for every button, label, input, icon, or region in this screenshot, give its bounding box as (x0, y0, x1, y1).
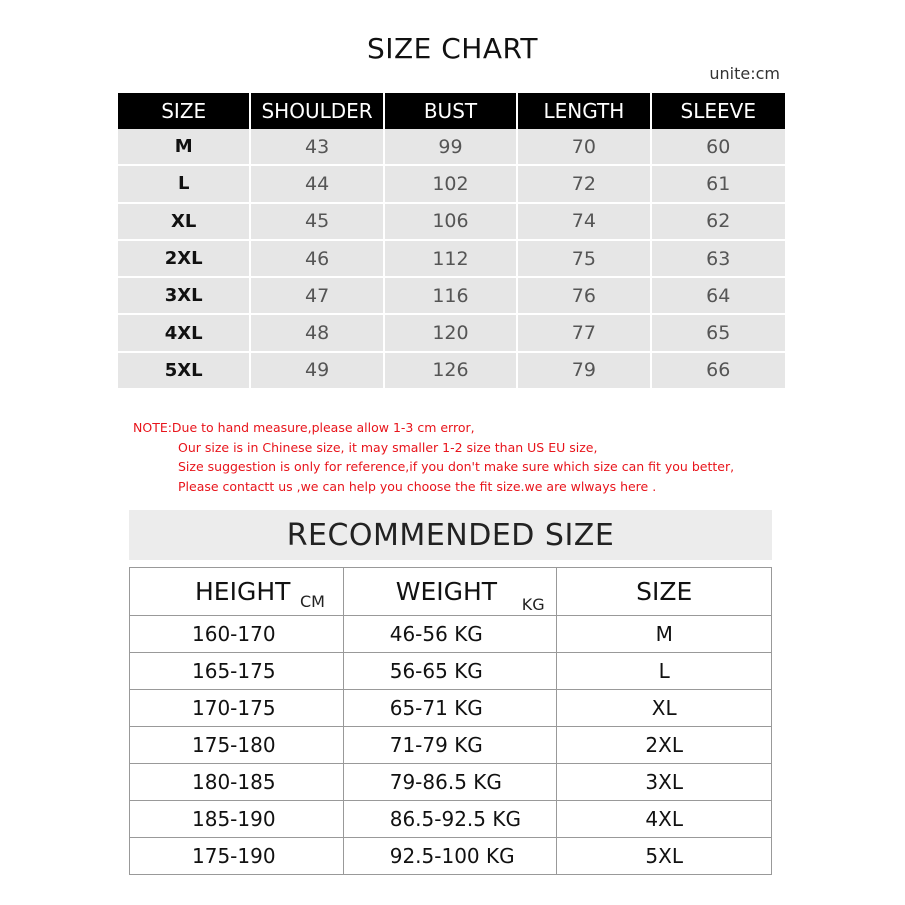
table-row (130, 801, 772, 838)
header-sleeve: SLEEVE (652, 93, 785, 129)
weight-cell: 46-56 KG (344, 616, 558, 653)
measure-cell: 116 (385, 278, 518, 315)
size-chart-table (118, 93, 785, 390)
unit-label: unite:cm (709, 64, 780, 83)
recommended-size-title: RECOMMENDED SIZE (129, 510, 772, 560)
measure-cell: 126 (385, 353, 518, 390)
table-row (118, 241, 785, 278)
measure-cell: 77 (518, 315, 651, 352)
header-weight-label: WEIGHT (395, 577, 498, 606)
header-shoulder: SHOULDER (251, 93, 384, 129)
measure-cell: 112 (385, 241, 518, 278)
note-line: Our size is in Chinese size, it may smaller 1-2 size than US EU size, (178, 439, 598, 455)
measure-cell: 46 (251, 241, 384, 278)
measure-cell: 70 (518, 129, 651, 166)
table-row (130, 764, 772, 801)
height-cell: 185-190 (130, 801, 344, 838)
size-cell: M (118, 129, 251, 166)
header-bust: BUST (385, 93, 518, 129)
measure-cell: 106 (385, 204, 518, 241)
measure-cell: 49 (251, 353, 384, 390)
table-row (118, 278, 785, 315)
measure-cell: 62 (652, 204, 785, 241)
size-cell: 2XL (118, 241, 251, 278)
height-cell: 175-190 (130, 838, 344, 875)
size-cell: L (118, 166, 251, 203)
measure-cell: 48 (251, 315, 384, 352)
header-size: SIZE (118, 93, 251, 129)
table-row (130, 616, 772, 653)
height-cell: 165-175 (130, 653, 344, 690)
size-chart-body (118, 129, 785, 390)
weight-cell: 56-65 KG (344, 653, 558, 690)
header-weight (344, 568, 558, 616)
measure-cell: 43 (251, 129, 384, 166)
measure-cell: 64 (652, 278, 785, 315)
measure-cell: 99 (385, 129, 518, 166)
note-line: Please contactt us ,we can help you choose the fit size.we are wlways here . (178, 478, 657, 494)
weight-cell: 65-71 KG (344, 690, 558, 727)
measure-cell: 72 (518, 166, 651, 203)
measure-cell: 47 (251, 278, 384, 315)
measure-cell: 45 (251, 204, 384, 241)
size-cell: 4XL (557, 801, 772, 838)
measure-cell: 61 (652, 166, 785, 203)
size-cell: 4XL (118, 315, 251, 352)
measure-cell: 65 (652, 315, 785, 352)
recommended-body (130, 616, 772, 875)
measure-cell: 76 (518, 278, 651, 315)
height-cell: 180-185 (130, 764, 344, 801)
size-chart-title: SIZE CHART (366, 32, 539, 65)
weight-cell: 79-86.5 KG (344, 764, 558, 801)
table-row (118, 315, 785, 352)
weight-cell: 71-79 KG (344, 727, 558, 764)
measure-cell: 44 (251, 166, 384, 203)
header-weight-unit: KG (521, 595, 545, 614)
size-cell: XL (557, 690, 772, 727)
header-height-unit: CM (300, 592, 325, 611)
table-row (118, 353, 785, 390)
weight-cell: 86.5-92.5 KG (344, 801, 558, 838)
note-text (133, 418, 793, 496)
note-line: NOTE:Due to hand measure,please allow 1-3 cm error, (133, 420, 475, 435)
measure-cell: 102 (385, 166, 518, 203)
size-cell: 5XL (118, 353, 251, 390)
header-length: LENGTH (518, 93, 651, 129)
size-cell: 3XL (118, 278, 251, 315)
measure-cell: 74 (518, 204, 651, 241)
note-line: Size suggestion is only for reference,if you don't make sure which size can fit you better, (178, 459, 735, 474)
size-cell: 3XL (557, 764, 772, 801)
measure-cell: 79 (518, 353, 651, 390)
height-cell: 170-175 (130, 690, 344, 727)
table-row (130, 653, 772, 690)
recommended-header-row (130, 568, 772, 616)
size-cell: XL (118, 204, 251, 241)
size-chart-header-row (118, 93, 785, 129)
measure-cell: 66 (652, 353, 785, 390)
recommended-size-table (129, 567, 772, 875)
table-row (130, 838, 772, 875)
table-row (130, 690, 772, 727)
height-cell: 160-170 (130, 616, 344, 653)
table-row (118, 166, 785, 203)
height-cell: 175-180 (130, 727, 344, 764)
measure-cell: 75 (518, 241, 651, 278)
weight-cell: 92.5-100 KG (344, 838, 558, 875)
size-cell: L (557, 653, 772, 690)
measure-cell: 60 (652, 129, 785, 166)
size-cell: 5XL (557, 838, 772, 875)
size-cell: M (557, 616, 772, 653)
header-height-label: HEIGHT (195, 577, 291, 606)
table-row (118, 129, 785, 166)
measure-cell: 120 (385, 315, 518, 352)
table-row (130, 727, 772, 764)
table-row (118, 204, 785, 241)
header-height (130, 568, 344, 616)
measure-cell: 63 (652, 241, 785, 278)
header-rec-size: SIZE (557, 568, 772, 616)
size-cell: 2XL (557, 727, 772, 764)
